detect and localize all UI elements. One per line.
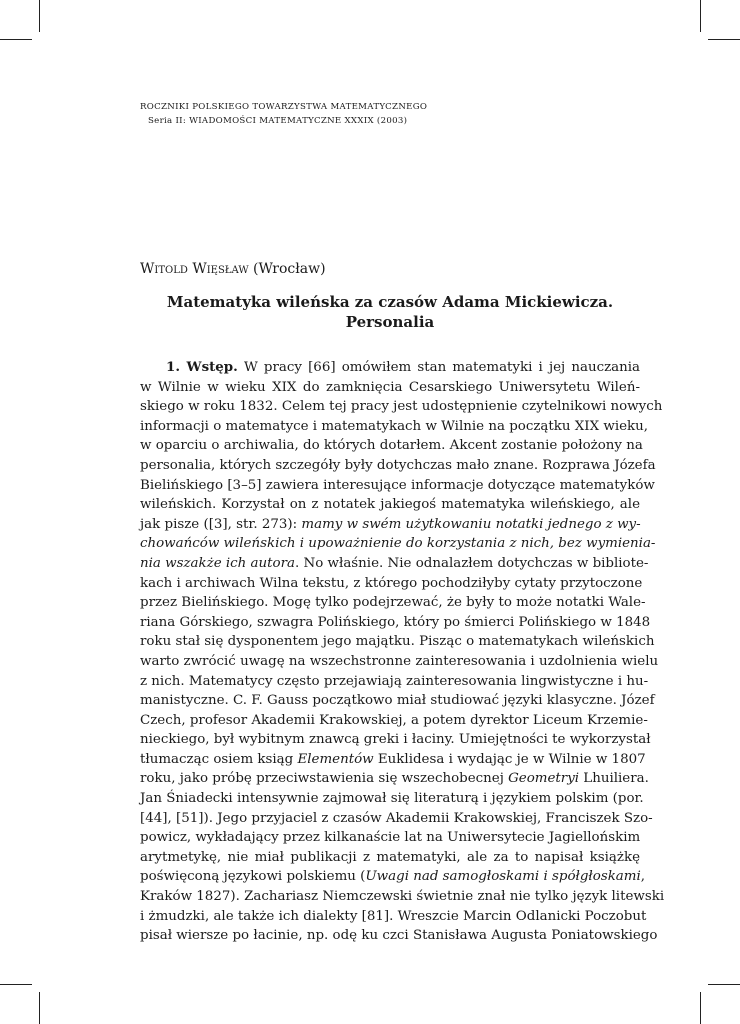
body-line: manistyczne. C. F. Gauss początkowo miał studiować języki klasyczne. Józef	[140, 693, 655, 709]
body-line: powicz, wykładający przez kilkanaście lat na Uniwersytecie Jagiellońskim	[140, 830, 641, 846]
italic-title: Uwagi nad samogłoskami i spółgłoskami	[365, 869, 641, 885]
body-line: informacji o matematyce i matematykach w Wilnie na początku XIX wieku,	[140, 418, 649, 434]
body-line: arytmetykę, nie miał publikacji z matematyki, ale za to napisał książkę	[140, 849, 640, 865]
body-line: 1. Wstęp. W pracy [66] omówiłem stan matematyki i jej nauczania	[166, 359, 640, 375]
italic-quote: mamy w swém użytkowaniu notatki jednego z wy-	[301, 516, 641, 532]
crop-mark	[0, 984, 32, 985]
journal-name: ROCZNIKI POLSKIEGO TOWARZYSTWA MATEMATYCZNEGO	[140, 102, 428, 112]
body-line: roku stał się dysponentem jego majątku. Pisząc o matematykach wileńskich	[140, 634, 655, 650]
italic-quote: chowańców wileńskich i upoważnienie do korzystania z nich, bez wymienia-	[140, 536, 656, 552]
body-line: w Wilnie w wieku XIX do zamknięcia Cesarskiego Uniwersytetu Wileń-	[140, 379, 640, 395]
body-line: warto zwrócić uwagę na wszechstronne zainteresowania i uzdolnienia wielu	[140, 653, 659, 669]
body-line: kach i archiwach Wilna tekstu, z którego pochodziłyby cytaty przytoczone	[140, 575, 643, 591]
body-line: riana Górskiego, szwagra Polińskiego, który po śmierci Polińskiego w 1848	[140, 614, 651, 630]
body-line: wileńskich. Korzystał on z notatek jakiegoś matematyka wileńskiego, ale	[140, 497, 640, 513]
body-line: personalia, których szczegóły były dotychczas mało znane. Rozprawa Józefa	[140, 457, 656, 473]
author-affiliation: (Wrocław)	[253, 261, 326, 277]
body-line: nia wszakże ich autora. No właśnie. Nie odnalazłem dotychczas w bibliote-	[140, 555, 649, 571]
section-heading: 1. Wstęp.	[166, 359, 238, 375]
body-line: i żmudzki, ale także ich dialekty [81]. Wreszcie Marcin Odlanicki Poczobut	[140, 908, 647, 924]
body-line: Bielińskiego [3–5] zawiera interesujące informacje dotyczące matematyków	[140, 477, 655, 493]
italic-title: Geometryi	[508, 771, 580, 787]
crop-mark	[0, 39, 32, 40]
body-line: poświęconą językowi polskiemu (Uwagi nad samogłoskami i spółgłoskami,	[140, 869, 646, 885]
body-line: tłumacząc osiem ksiąg Elementów Euklidesa i wydając je w Wilnie w 1807	[140, 751, 646, 767]
italic-title: Elementów	[297, 751, 374, 767]
author-line	[140, 260, 326, 278]
body-line: przez Bielińskiego. Mogę tylko podejrzewać, że były to może notatki Wale-	[140, 595, 646, 611]
crop-mark	[39, 992, 40, 1024]
body-line: [44], [51]). Jego przyjaciel z czasów Akademii Krakowskiej, Franciszek Szo-	[140, 810, 653, 826]
crop-mark	[39, 0, 40, 32]
body-line: pisał wiersze po łacinie, np. odę ku czci Stanisława Augusta Poniatowskiego	[140, 928, 658, 944]
article-body	[140, 358, 665, 946]
body-line: nieckiego, był wybitnym znawcą greki i łaciny. Umiejętności te wykorzystał	[140, 732, 651, 748]
body-line: skiego w roku 1832. Celem tej pracy jest udostępnienie czytelnikowi nowych	[140, 399, 663, 415]
body-line	[140, 534, 656, 554]
author-name: Witold Więsław	[140, 261, 249, 277]
italic-quote: nia wszakże ich autora	[140, 555, 295, 571]
body-line: roku, jako próbę przeciwstawienia się wszechobecnej Geometryi Lhuiliera.	[140, 771, 649, 787]
body-line: Czech, profesor Akademii Krakowskiej, a potem dyrektor Liceum Krzemie-	[140, 712, 648, 728]
crop-mark	[708, 984, 740, 985]
journal-series: Seria II: WIADOMOŚCI MATEMATYCZNE XXXIX (2003)	[148, 116, 408, 126]
body-line: jak pisze ([3], str. 273): mamy w swém użytkowaniu notatki jednego z wy-	[140, 516, 641, 532]
body-line: z nich. Matematycy często przejawiają zainteresowania lingwistyczne i hu-	[140, 673, 649, 689]
journal-header	[140, 100, 620, 128]
article-title: Matematyka wileńska za czasów Adama Mickiewicza. Personalia	[166, 293, 614, 331]
crop-mark	[700, 0, 701, 32]
body-line: Jan Śniadecki intensywnie zajmował się literaturą i językiem polskim (por.	[140, 791, 644, 807]
body-line: w oparciu o archiwalia, do których dotarłem. Akcent zostanie położony na	[140, 438, 643, 454]
crop-mark	[708, 39, 740, 40]
crop-mark	[700, 992, 701, 1024]
body-line: Kraków 1827). Zachariasz Niemczewski świetnie znał nie tylko język litewski	[140, 889, 665, 905]
